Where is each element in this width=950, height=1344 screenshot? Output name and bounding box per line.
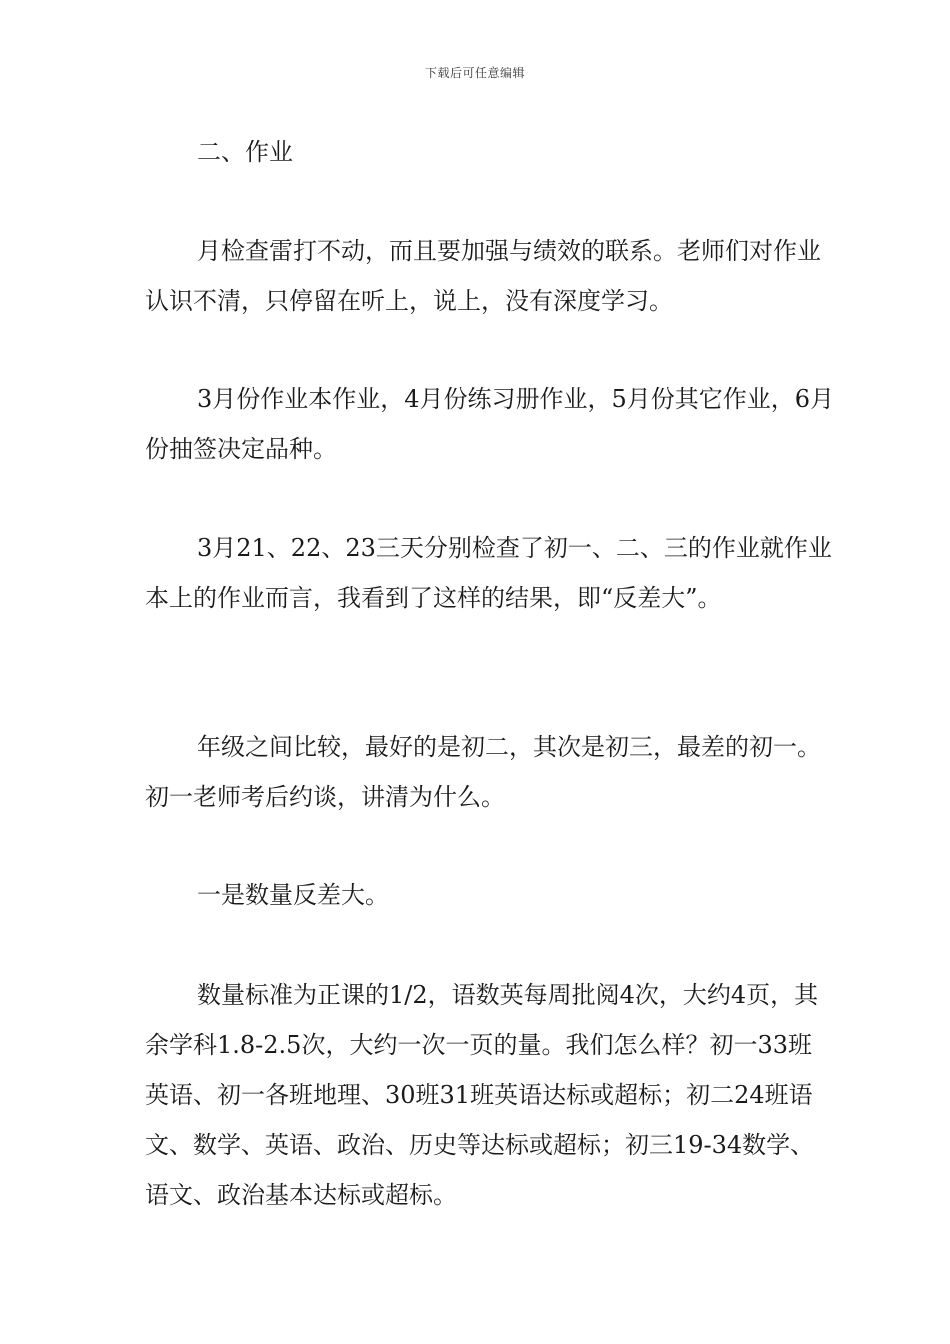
paragraph-2: 3月份作业本作业，4月份练习册作业，5月份其它作业，6月份抽签决定品种。: [145, 385, 835, 463]
paragraph-4: 年级之间比较，最好的是初二，其次是初三，最差的初一。初一老师考后约谈，讲清为什么。: [145, 733, 821, 811]
page-header: 下载后可任意编辑: [424, 66, 525, 80]
paragraph-3: 3月21、22、23三天分别检查了初一、二、三的作业就作业本上的作业而言，我看到了这样的结果，即“反差大”。: [145, 534, 832, 612]
paragraph-1: 月检查雷打不动，而且要加强与绩效的联系。老师们对作业认识不清，只停留在听上，说上，没有深度学习。: [145, 237, 821, 315]
paragraph-5: 一是数量反差大。: [197, 881, 389, 909]
section-heading: 二、作业: [197, 138, 293, 166]
paragraph-6: 数量标准为正课的1/2，语数英每周批阅4次，大约4页，其余学科1.8-2.5次，大约一次一页的量。我们怎么样？初一33班英语、初一各班地理、30班31班英语达标或超标；初二24班语文、数学、英语、政治、历史等达标或超标；初三19-34数学、语文、政治基本达标或超标。: [145, 981, 819, 1209]
